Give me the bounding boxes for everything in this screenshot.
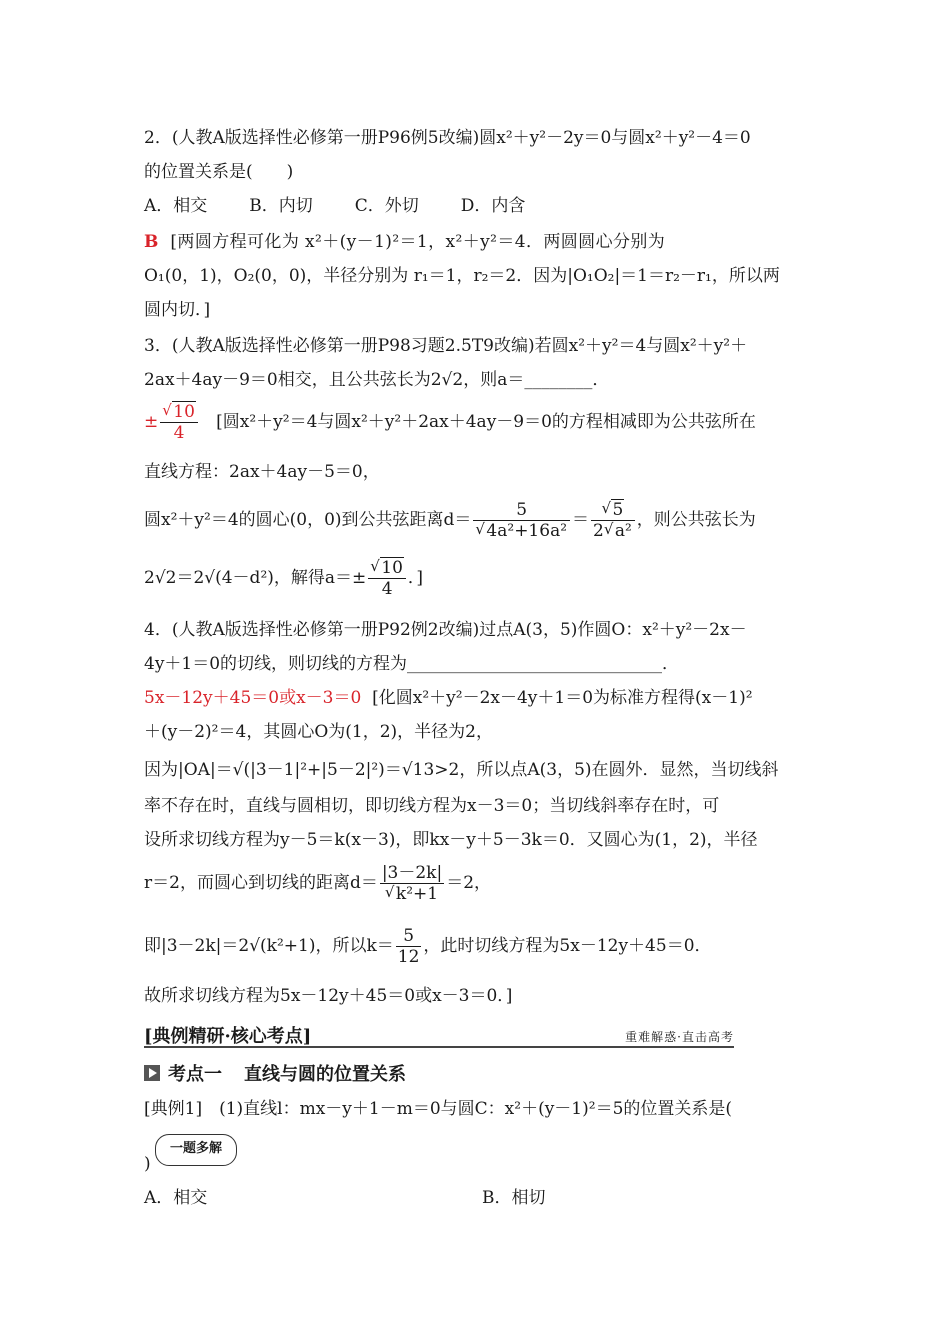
q4-sol7-text-b: ，此时切线方程为5x－12y＋45＝0． bbox=[423, 936, 712, 956]
q3-sol1-text: [圆x²＋y²＝4与圆x²＋y²＋2ax＋4ay－9＝0的方程相减即为公共弦所在 bbox=[216, 412, 756, 432]
play-triangle-icon bbox=[144, 1065, 160, 1081]
q2-option-b: B．内切 bbox=[249, 196, 313, 216]
q3-solution-3 bbox=[144, 498, 756, 542]
q3-distance-fraction-1 bbox=[473, 500, 570, 541]
q3-f1-num: 5 bbox=[473, 500, 570, 521]
q4-sol1-text: [化圆x²＋y²－2x－4y＋1＝0为标准方程得(x－1)² bbox=[372, 688, 753, 708]
example-option-b: B．相切 bbox=[482, 1188, 546, 1208]
q2-options bbox=[144, 194, 525, 218]
q4-sol6-text-a: r＝2，而圆心到切线的距离d＝ bbox=[144, 873, 378, 893]
q4-sol6-text-b: ＝2， bbox=[446, 873, 492, 893]
example-line1: [典例1] (1)直线l：mx－y＋1－m＝0与圆C：x²＋(y－1)²＝5的位置关系是( bbox=[144, 1099, 733, 1119]
q3-line1: 3．(人教A版选择性必修第一册P98习题2.5T9改编)若圆x²＋y²＝4与圆x²＋y²＋ bbox=[144, 336, 748, 356]
q3-line2: 2ax＋4ay－9＝0相交，且公共弦长为2√2，则a＝________． bbox=[144, 370, 610, 390]
q2-option-a: A．相交 bbox=[144, 196, 208, 216]
q4-line2: 4y＋1＝0的切线，则切线的方程为______________________________． bbox=[144, 654, 680, 674]
kaodian-label: 考点一 bbox=[168, 1064, 222, 1085]
q3-f2-den: a² bbox=[614, 521, 632, 541]
q4-k-fraction bbox=[396, 926, 422, 967]
q3-solution-1 bbox=[144, 400, 756, 444]
q3-answer-num: 10 bbox=[173, 402, 195, 422]
example-option-a: A．相交 bbox=[144, 1188, 208, 1208]
q4-answer: 5x－12y＋45＝0或x－3＝0 bbox=[144, 688, 362, 708]
q3-result-num: 10 bbox=[381, 558, 403, 578]
q2-line1: 2．(人教A版选择性必修第一册P96例5改编)圆x²＋y²－2y＝0与圆x²＋y²－4＝0 bbox=[144, 128, 751, 148]
q2-option-c: C．外切 bbox=[354, 196, 419, 216]
example-line2: ) bbox=[144, 1154, 151, 1174]
q3-answer-den: 4 bbox=[173, 423, 185, 443]
q3-distance-fraction-2: √ $\frac{5}{\text{2√ a²}}$ bbox=[591, 500, 635, 541]
q2-option-d: D．内含 bbox=[460, 196, 526, 216]
q4-solution-4: 率不存在时，直线与圆相切，即切线方程为x－3＝0；当切线斜率存在时，可 bbox=[144, 796, 720, 816]
q2-solution-2: O₁(0，1)，O₂(0，0)，半径分别为 r₁＝1，r₂＝2．因为|O₁O₂|＝1＝r₂－r₁，所以两 bbox=[144, 266, 780, 286]
q4-solution-1 bbox=[144, 686, 753, 710]
q3-answer-sign: ± bbox=[144, 412, 159, 432]
q3-sol3-text-a: 圆x²＋y²＝4的圆心(0，0)到公共弦距离d＝ bbox=[144, 510, 472, 530]
q4-distance-fraction bbox=[380, 863, 444, 904]
q3-sol3-text-b: ，则公共弦长为 bbox=[636, 510, 756, 530]
q4-solution-7 bbox=[144, 924, 712, 968]
q4-line1: 4．(人教A版选择性必修第一册P92例2改编)过点A(3，5)作圆O：x²＋y²－2x－ bbox=[144, 620, 747, 640]
q4-sol6-num: |3－2k| bbox=[381, 863, 443, 883]
q3-sol4-text-a: 2√2＝2√(4－d²)，解得a＝± bbox=[144, 568, 367, 588]
q2-solution-1 bbox=[144, 230, 665, 254]
q4-solution-3: 因为|OA|＝√(|3－1|²+|5－2|²)＝√13>2，所以点A(3，5)在圆外．显然，当切线斜 bbox=[144, 760, 779, 780]
q3-solution-4 bbox=[144, 556, 423, 600]
q2-sol1-text: [两圆方程可化为 x²＋(y－1)²＝1，x²＋y²＝4．两圆圆心分别为 bbox=[170, 232, 666, 252]
q4-solution-5: 设所求切线方程为y－5＝k(x－3)，即kx－y＋5－3k＝0．又圆心为(1，2)，半径 bbox=[144, 830, 758, 850]
q2-answer: B bbox=[144, 232, 159, 252]
kaodian-title: 直线与圆的位置关系 bbox=[244, 1064, 406, 1085]
q3-f1-den: 4a²+16a² bbox=[486, 521, 568, 541]
kaodian-heading bbox=[144, 1060, 406, 1086]
q3-sol3-eq: ＝ bbox=[572, 510, 590, 530]
q4-solution-8: 故所求切线方程为5x－12y＋45＝0或x－3＝0．] bbox=[144, 986, 513, 1006]
q3-f2-num: 5 bbox=[612, 500, 624, 520]
yiti-duojie-stamp: 一题多解 bbox=[155, 1134, 237, 1166]
q4-sol7-den: 12 bbox=[397, 947, 420, 967]
q3-result-fraction bbox=[368, 558, 406, 599]
q3-answer-fraction bbox=[160, 402, 198, 443]
q2-line2: 的位置关系是( ) bbox=[144, 162, 294, 182]
q3-solution-2: 直线方程：2ax＋4ay－5＝0， bbox=[144, 462, 380, 482]
q4-solution-6 bbox=[144, 858, 491, 908]
q3-result-den: 4 bbox=[381, 579, 393, 599]
q3-sol4-text-b: ．] bbox=[407, 568, 424, 588]
section-subtitle: 重难解惑·直击高考 bbox=[625, 1030, 734, 1044]
q4-sol6-den: k²+1 bbox=[395, 884, 439, 904]
q2-solution-3: 圆内切．] bbox=[144, 300, 211, 320]
section-title: [典例精研·核心考点] bbox=[144, 1026, 312, 1047]
q4-sol7-text-a: 即|3－2k|＝2√(k²+1)，所以k＝ bbox=[144, 936, 394, 956]
q4-solution-2: ＋(y－2)²＝4，其圆心O为(1，2)，半径为2， bbox=[144, 722, 493, 742]
q4-sol7-num: 5 bbox=[396, 926, 422, 947]
section-header bbox=[144, 1022, 734, 1048]
